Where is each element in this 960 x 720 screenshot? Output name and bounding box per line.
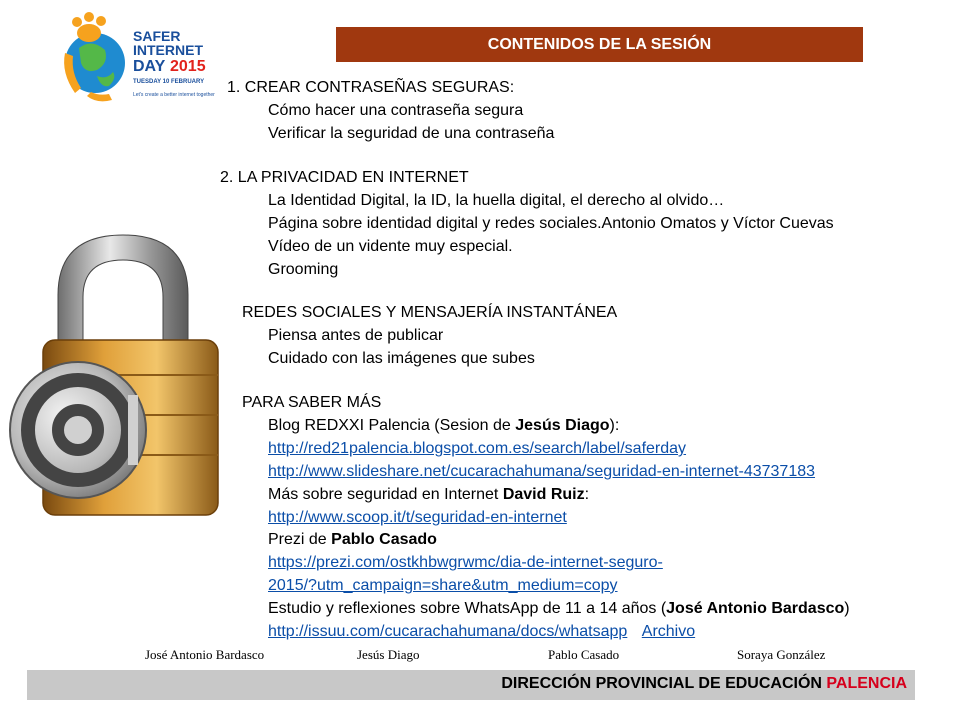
section-2-item-2[interactable]: Página sobre identidad digital y redes sociales.Antonio Omatos y Víctor Cuevas [268,215,834,232]
link-issuu-whatsapp[interactable]: http://issuu.com/cucarachahumana/docs/whatsapp [268,623,628,640]
section-4-title: PARA SABER MÁS [242,394,382,411]
footer-main: DIRECCIÓN PROVINCIAL DE EDUCACIÓN [501,675,827,692]
section-2-item-1[interactable]: La Identidad Digital, la ID, la huella digital, el derecho al olvido… [268,192,725,209]
logo-line2: INTERNET [133,42,203,58]
safer-internet-day-logo [57,8,215,110]
section-3-item-2[interactable]: Cuidado con las imágenes que subes [268,350,535,367]
link-scoopit[interactable]: http://www.scoop.it/t/seguridad-en-internet [268,509,567,526]
prezi-line [268,529,437,551]
link-slideshare[interactable]: http://www.slideshare.net/cucarachahumana/seguridad-en-internet-43737183 [268,463,816,480]
section-3-title: REDES SOCIALES Y MENSAJERÍA INSTANTÁNEA [242,304,618,321]
study-suffix: ) [844,600,850,617]
logo-line1: SAFER [133,28,181,44]
section-2-title: 2. LA PRIVACIDAD EN INTERNET [220,169,469,186]
more-author: David Ruiz [502,486,585,503]
padlock-at-sign-illustration [8,225,223,525]
session-contents-header [336,27,863,62]
author-4: Soraya González [737,647,826,662]
section-1-title: 1. CREAR CONTRASEÑAS SEGURAS: [227,79,515,96]
logo-graphic [57,8,215,110]
author-2: Jesús Diago [357,647,420,662]
link-red21palencia[interactable]: http://red21palencia.blogspot.com.es/search/label/saferday [268,440,687,457]
section-2-item-4[interactable]: Grooming [268,261,339,278]
link-prezi-part2[interactable]: 2015/?utm_campaign=share&utm_medium=copy [268,577,618,594]
author-1: José Antonio Bardasco [145,647,265,662]
padlock-icon [8,225,223,525]
logo-line3: DAY [133,58,166,75]
whatsapp-links-line [268,621,695,643]
blog-author: Jesús Diago [515,417,610,434]
link-archivo[interactable]: Archivo [641,623,696,640]
logo-year: 2015 [170,58,206,75]
study-prefix: Estudio y reflexiones sobre WhatsApp de 11 a 14 años ( [268,600,667,617]
blog-prefix: Blog REDXXI Palencia (Sesion de [268,417,516,434]
logo-tagline: Let's create a better internet together [133,92,215,98]
more-suffix: : [584,486,590,503]
section-2-item-3[interactable]: Vídeo de un vidente muy especial. [268,238,513,255]
study-author: José Antonio Bardasco [666,600,845,617]
prezi-prefix: Prezi de [268,531,332,548]
footer-text [501,675,907,693]
section-3-item-1[interactable]: Piensa antes de publicar [268,327,444,344]
link-prezi-part1[interactable]: https://prezi.com/ostkhbwgrwmc/dia-de-internet-seguro- [268,554,663,571]
blog-suffix: ): [609,417,620,434]
section-1-item-1[interactable]: Cómo hacer una contraseña segura [268,102,524,119]
header-title: CONTENIDOS DE LA SESIÓN [487,35,712,53]
author-3: Pablo Casado [548,647,620,662]
logo-date: TUESDAY 10 FEBRUARY [133,79,205,85]
more-security-line [268,484,589,506]
footer-accent: PALENCIA [826,675,907,692]
footer-bar [27,670,915,700]
section-1-item-2[interactable]: Verificar la seguridad de una contraseña [268,125,555,142]
more-prefix: Más sobre seguridad en Internet [268,486,503,503]
blog-line [268,415,619,437]
whatsapp-study-line [268,598,850,620]
prezi-author: Pablo Casado [331,531,437,548]
